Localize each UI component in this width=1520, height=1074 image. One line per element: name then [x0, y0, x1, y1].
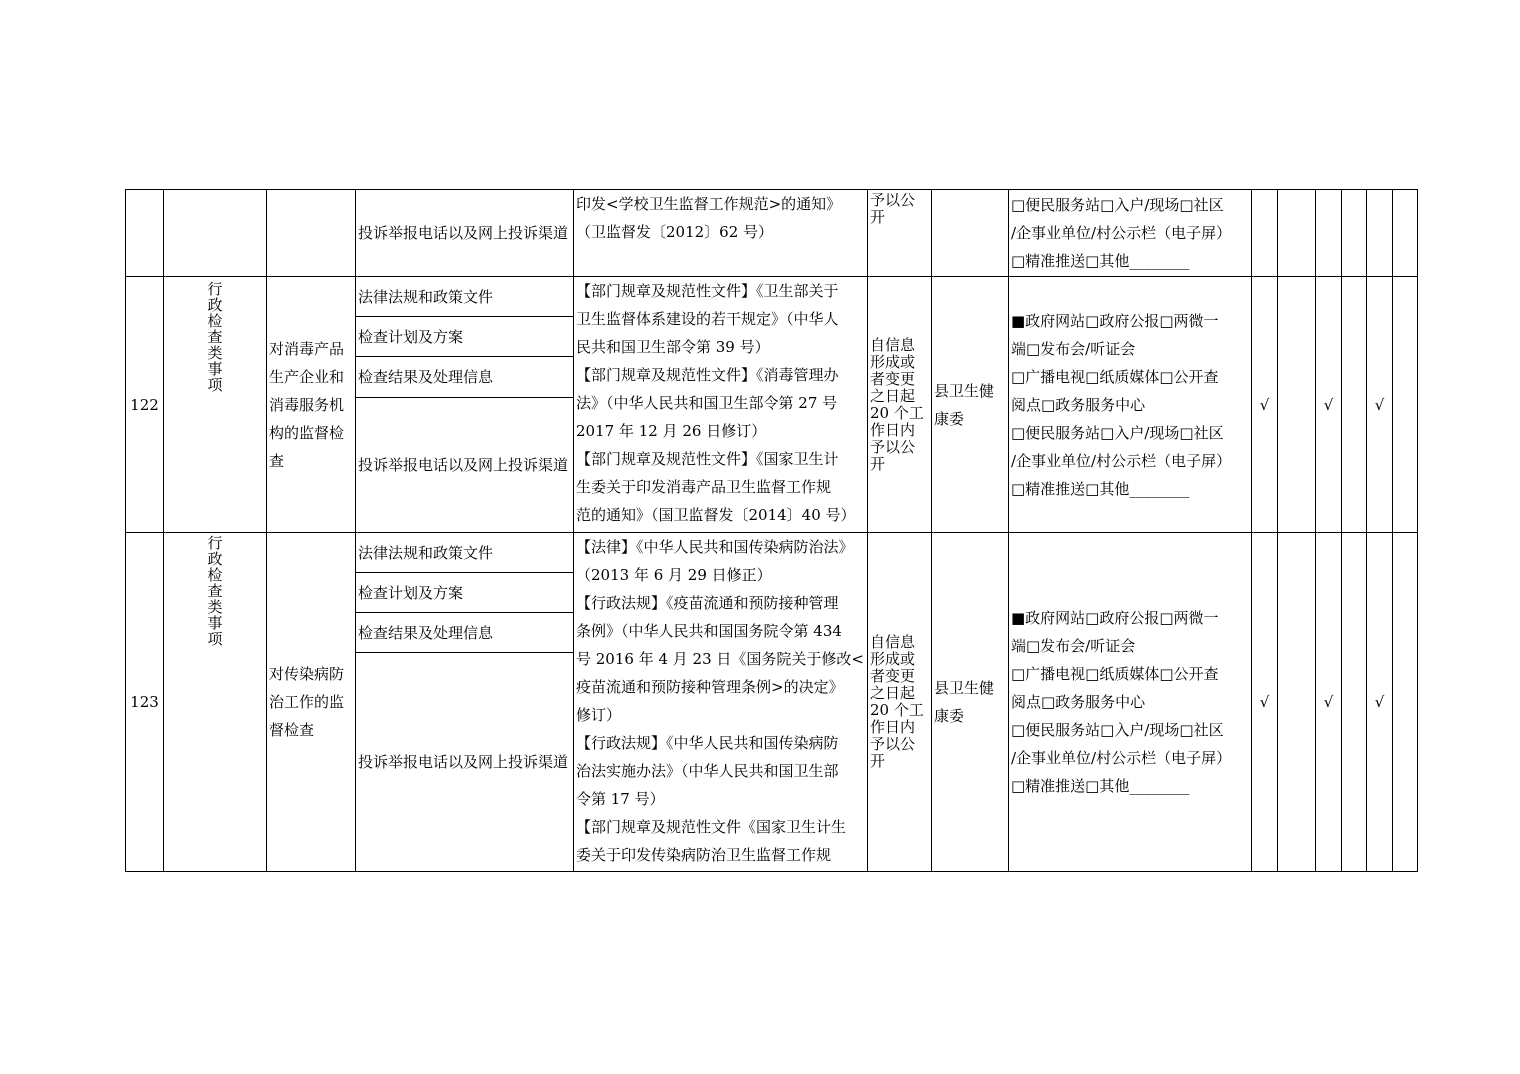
matter-cell: [267, 277, 356, 533]
category-text: 行政检查类事项: [207, 534, 223, 648]
check-cell: [1393, 277, 1418, 533]
basis-cell: [574, 533, 868, 872]
subject-cell: [932, 277, 1009, 533]
basis-line: 【部门规章及规范性文件】《国家卫生计: [576, 450, 839, 468]
time-text: 自信息形成或者变更之日起 20 个工作日内予以公开: [870, 335, 924, 473]
content-cell: 投诉举报电话以及网上投诉渠道: [356, 653, 574, 872]
basis-line: 修订）: [576, 706, 622, 724]
check-cell: [1393, 190, 1418, 277]
matter-cell: [267, 190, 356, 277]
channel-line: 阅点□政务服务中心: [1011, 395, 1146, 414]
channel-line: □精准推送□其他________: [1011, 479, 1190, 498]
check-cell: [1278, 190, 1316, 277]
check-cell: [1252, 190, 1278, 277]
channels-cell: [1009, 190, 1252, 277]
seq-cell: 122: [126, 277, 164, 533]
subject-text: 县卫生健康委: [934, 381, 995, 428]
basis-line: 号 2016 年 4 月 23 日《国务院关于修改<: [576, 650, 864, 668]
channel-line: □便民服务站□入户/现场□社区: [1011, 721, 1224, 739]
check-cell: √: [1367, 533, 1393, 872]
content-cell: 检查计划及方案: [356, 573, 574, 613]
check-cell: [1316, 190, 1342, 277]
content-cell: 检查计划及方案: [356, 317, 574, 357]
check-cell: √: [1252, 533, 1278, 872]
disclosure-table: [125, 189, 1418, 872]
channel-line: □广播电视□纸质媒体□公开查: [1011, 665, 1219, 683]
content-cell: 检查结果及处理信息: [356, 613, 574, 653]
basis-cell: [574, 277, 868, 533]
channel-line: /企事业单位/村公示栏（电子屏）: [1011, 451, 1232, 470]
seq-cell: [126, 190, 164, 277]
basis-line: （卫监督发〔2012〕62 号）: [576, 223, 774, 241]
seq-cell: 123: [126, 533, 164, 872]
content-cell: 投诉举报电话以及网上投诉渠道: [356, 398, 574, 533]
table-row: [126, 190, 1418, 277]
content-cell: 法律法规和政策文件: [356, 533, 574, 573]
channels-cell: [1009, 277, 1252, 533]
check-cell: √: [1252, 277, 1278, 533]
check-cell: √: [1316, 533, 1342, 872]
basis-line: 令第 17 号）: [576, 790, 665, 808]
time-cell: [868, 277, 932, 533]
time-text: 自信息形成或者变更之日起 20 个工作日内予以公开: [870, 633, 924, 770]
subject-text: 县卫生健康委: [934, 679, 995, 725]
matter-cell: [267, 533, 356, 872]
channel-line: 端□发布会/听证会: [1011, 339, 1136, 358]
check-cell: [1278, 277, 1316, 533]
basis-line: 治法实施办法》（中华人民共和国卫生部: [576, 762, 839, 780]
channel-line: □便民服务站□入户/现场□社区: [1011, 423, 1224, 442]
table-row: [126, 277, 1418, 317]
basis-line: 【法律】《中华人民共和国传染病防治法》: [576, 538, 854, 556]
channel-line: ■政府网站□政府公报□两微一: [1011, 609, 1219, 627]
basis-line: 【部门规章及规范性文件《国家卫生计生: [576, 818, 847, 836]
basis-line: 生委关于印发消毒产品卫生监督工作规: [576, 478, 832, 496]
channel-line: 端□发布会/听证会: [1011, 637, 1136, 655]
basis-line: 【行政法规】《中华人民共和国传染病防: [576, 734, 839, 752]
basis-line: 疫苗流通和预防接种管理条例>的决定》: [576, 678, 844, 696]
channel-line: □便民服务站□入户/现场□社区: [1011, 196, 1224, 214]
basis-line: 卫生监督体系建设的若干规定》（中华人: [576, 310, 839, 328]
basis-line: 【行政法规】《疫苗流通和预防接种管理: [576, 594, 839, 612]
matter-text: 对消毒产品生产企业和消毒服务机构的监督检查: [269, 339, 345, 470]
category-cell: [164, 190, 267, 277]
check-cell: √: [1316, 277, 1342, 533]
time-text: 予以公开: [870, 191, 916, 226]
check-cell: [1367, 190, 1393, 277]
channel-line: □精准推送□其他________: [1011, 252, 1190, 270]
basis-line: 2017 年 12 月 26 日修订）: [576, 422, 767, 440]
basis-line: 印发<学校卫生监督工作规范>的通知》: [576, 195, 842, 213]
channel-line: /企事业单位/村公示栏（电子屏）: [1011, 749, 1232, 767]
basis-cell: [574, 190, 868, 277]
check-cell: [1342, 190, 1367, 277]
content-cell: 检查结果及处理信息: [356, 357, 574, 398]
basis-line: 委关于印发传染病防治卫生监督工作规: [576, 846, 832, 864]
document-page: [125, 189, 1418, 872]
channel-line: ■政府网站□政府公报□两微一: [1011, 311, 1219, 330]
basis-line: （2013 年 6 月 29 日修正）: [576, 566, 772, 584]
check-cell: [1278, 533, 1316, 872]
basis-line: 条例》（中华人民共和国国务院令第 434: [576, 622, 842, 640]
content-cell: 投诉举报电话以及网上投诉渠道: [356, 190, 574, 277]
channel-line: □精准推送□其他________: [1011, 777, 1190, 795]
time-cell: [868, 533, 932, 872]
category-cell: [164, 277, 267, 533]
channel-line: □广播电视□纸质媒体□公开查: [1011, 367, 1219, 386]
channels-cell: [1009, 533, 1252, 872]
basis-line: 法》（中华人民共和国卫生部令第 27 号: [576, 394, 838, 412]
table-row: [126, 533, 1418, 573]
category-cell: [164, 533, 267, 872]
channel-line: /企事业单位/村公示栏（电子屏）: [1011, 224, 1232, 242]
content-cell: 法律法规和政策文件: [356, 277, 574, 317]
basis-line: 【部门规章及规范性文件】《消毒管理办: [576, 366, 839, 384]
basis-line: 范的通知》（国卫监督发〔2014〕40 号）: [576, 506, 856, 524]
time-cell: [868, 190, 932, 277]
check-cell: [1342, 277, 1367, 533]
category-text: 行政检查类事项: [207, 280, 223, 394]
subject-cell: [932, 533, 1009, 872]
basis-line: 民共和国卫生部令第 39 号）: [576, 338, 770, 356]
basis-line: 【部门规章及规范性文件】《卫生部关于: [576, 282, 839, 300]
check-cell: [1342, 533, 1367, 872]
check-cell: √: [1367, 277, 1393, 533]
matter-text: 对传染病防治工作的监督检查: [269, 665, 345, 739]
channel-line: 阅点□政务服务中心: [1011, 693, 1146, 711]
subject-cell: [932, 190, 1009, 277]
check-cell: [1393, 533, 1418, 872]
